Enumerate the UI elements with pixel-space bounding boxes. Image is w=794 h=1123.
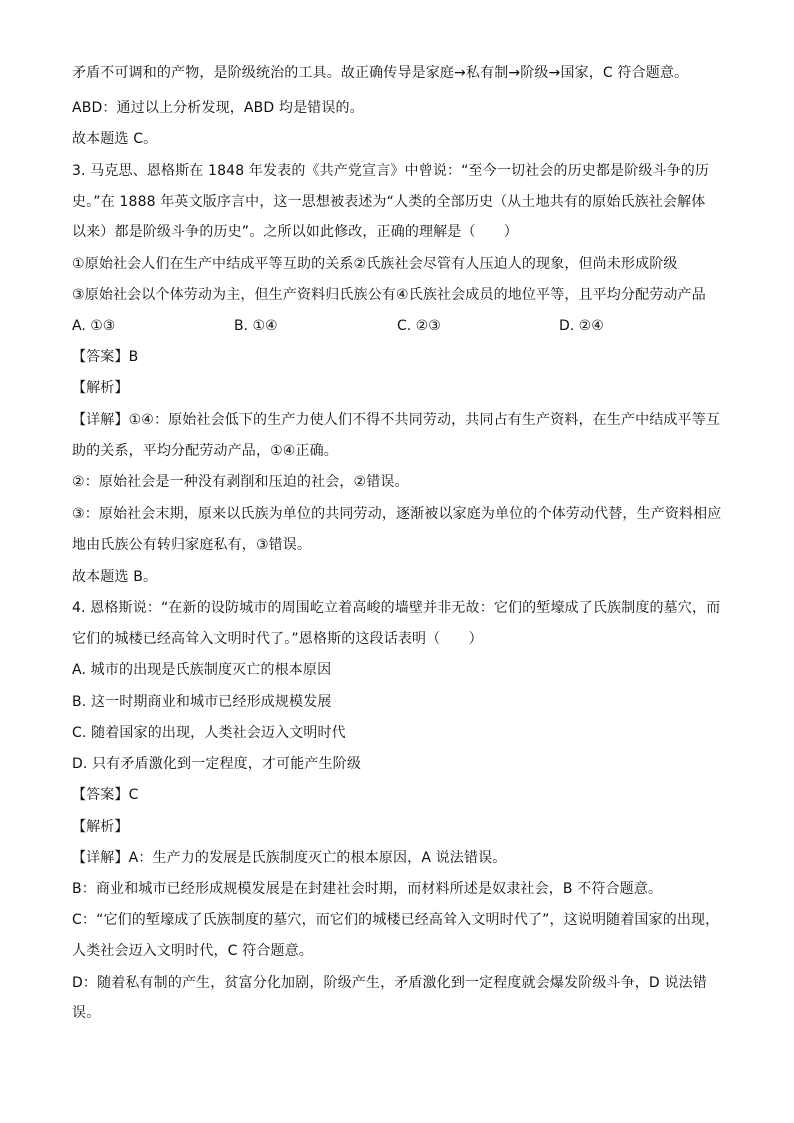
- analysis-label: 【解析】: [72, 380, 129, 396]
- explanation-line: ③：原始社会末期，原来以氏族为单位的共同劳动，逐渐被以家庭为单位的个体劳动代替，生产资料相应: [72, 506, 722, 522]
- question-3-statement: ③原始社会以个体劳动为主，但生产资料归氏族公有④氏族社会成员的地位平等，且平均分配劳动产品: [72, 287, 706, 303]
- text-line: 矛盾不可调和的产物，是阶级统治的工具。故正确传导是家庭→私有制→阶级→国家，C 符合题意。: [72, 65, 689, 81]
- explanation-line: B：商业和城市已经形成规模发展是在封建社会时期，而材料所述是奴隶社会，B 不符合题意。: [72, 881, 663, 897]
- option-b: B. 这一时期商业和城市已经形成规模发展: [72, 694, 332, 710]
- question-3-stem: 史。”在 1888 年英文版序言中，这一思想被表述为“人类的全部历史（从土地共有的原始氏族社会解体: [72, 194, 706, 210]
- option-a: A. ①③: [72, 318, 116, 334]
- explanation-line: 【详解】A：生产力的发展是氏族制度灭亡的根本原因，A 说法错误。: [72, 850, 507, 866]
- explanation-line: D：随着私有制的产生，贫富分化加剧，阶级产生，矛盾激化到一定程度就会爆发阶级斗争，D 说法错: [72, 975, 707, 991]
- option-b: B. ①④: [234, 318, 278, 334]
- option-a: A. 城市的出现是氏族制度灭亡的根本原因: [72, 662, 332, 678]
- option-c: C. 随着国家的出现，人类社会迈入文明时代: [72, 725, 346, 741]
- explanation-line: C：“它们的堑壕成了氏族制度的墓穴，而它们的城楼已经高耸入文明时代了”，这说明随着国家的出现，: [72, 912, 720, 928]
- question-3-stem: 3. 马克思、恩格斯在 1848 年发表的《共产党宣言》中曾说：“至今一切社会的历史都是阶级斗争的历: [72, 163, 710, 179]
- text-line: ABD：通过以上分析发现，ABD 均是错误的。: [72, 100, 364, 116]
- question-4-stem: 4. 恩格斯说：“在新的设防城市的周围屹立着高峻的墙壁并非无故：它们的堑壕成了氏族制度的墓穴，而: [72, 600, 721, 616]
- question-3-stem: 以来）都是阶级斗争的历史”。之所以如此修改，正确的理解是（ ）: [72, 224, 519, 240]
- question-4-stem: 它们的城楼已经高耸入文明时代了。”恩格斯的这段话表明（ ）: [72, 631, 483, 647]
- option-c: C. ②③: [397, 318, 441, 334]
- text-line: 故本题选 B。: [72, 569, 158, 585]
- text-line: 故本题选 C。: [72, 131, 158, 147]
- explanation-line: 【详解】①④：原始社会低下的生产力使人们不得不共同劳动，共同占有生产资料，在生产中结成平等互: [72, 412, 720, 428]
- answer-label: 【答案】B: [72, 349, 139, 365]
- explanation-line: 助的关系，平均分配劳动产品，①④正确。: [72, 443, 338, 459]
- explanation-line: 误。: [72, 1005, 101, 1021]
- explanation-line: 地由氏族公有转归家庭私有，③错误。: [72, 537, 312, 553]
- answer-label: 【答案】C: [72, 787, 139, 803]
- option-d: D. ②④: [559, 318, 604, 334]
- analysis-label: 【解析】: [72, 819, 129, 835]
- explanation-line: ②：原始社会是一种没有剥削和压迫的社会，②错误。: [72, 474, 409, 490]
- question-3-statement: ①原始社会人们在生产中结成平等互助的关系②氏族社会尽管有人压迫人的现象，但尚未形成阶级: [72, 256, 678, 272]
- explanation-line: 人类社会迈入文明时代，C 符合题意。: [72, 943, 313, 959]
- option-d: D. 只有矛盾激化到一定程度，才可能产生阶级: [72, 756, 361, 772]
